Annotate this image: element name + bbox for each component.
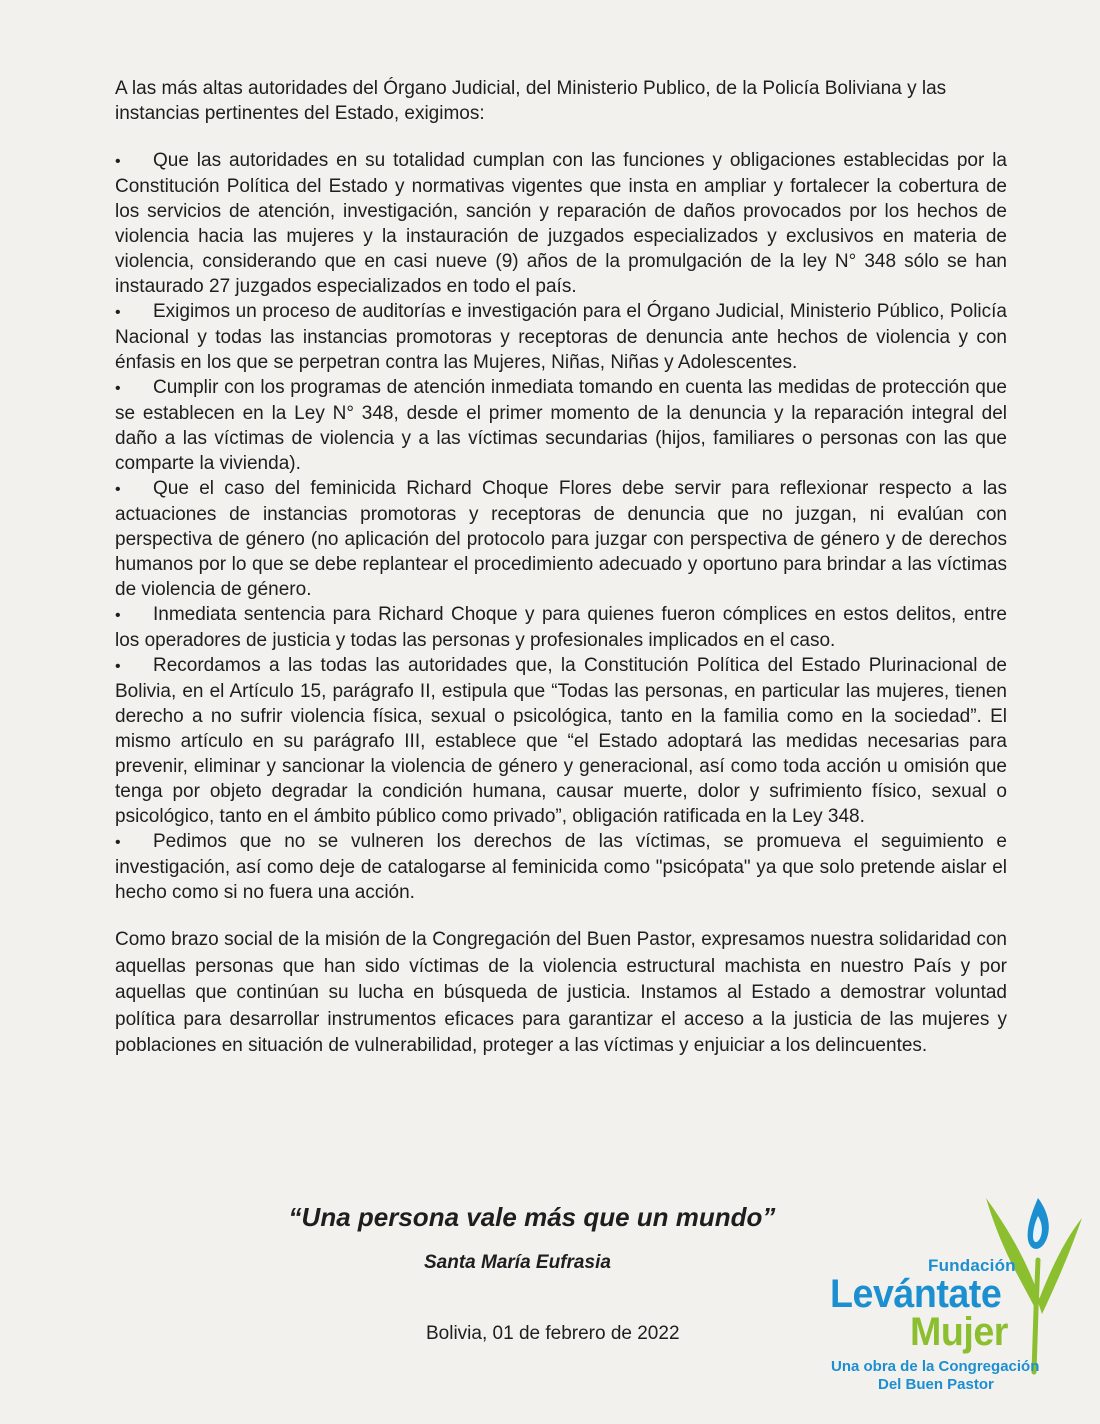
list-item [115, 829, 1007, 905]
bullet-icon: • [115, 304, 121, 321]
list-item [115, 602, 1007, 653]
bullet-icon: • [115, 380, 121, 397]
list-item-text: Exigimos un proceso de auditorías e investigación para el Órgano Judicial, Ministerio Público, Policía Nacional y todas las instancias promotoras y receptoras de denuncia ante hechos de violencia y con énfasis en los que se perpetran contra las Mujeres, Niñas, Niñas y Adolescentes. [115, 301, 1007, 373]
fundacion-logo [826, 1190, 1088, 1400]
list-item [115, 653, 1007, 829]
bullet-icon: • [115, 153, 121, 170]
logo-tagline-line2: Del Buen Pastor [878, 1376, 994, 1393]
list-item [115, 375, 1007, 476]
bullet-icon: • [115, 481, 121, 498]
quote-text: “Una persona vale más que un mundo” [288, 1202, 776, 1232]
logo-fundacion-text: Fundación [928, 1256, 1016, 1275]
list-item-text: Cumplir con los programas de atención inmediata tomando en cuenta las medidas de protección que se establecen en la Ley N° 348, desde el primer momento de la denuncia y la reparación integral del daño a las víctimas de violencia y a las víctimas secundarias (hijos, familiares o personas con las que comparte la vivienda). [115, 377, 1007, 474]
intro-paragraph: A las más altas autoridades del Órgano Judicial, del Ministerio Publico, de la Policía Boliviana y las instancias pertinentes del Estado, exigimos: [115, 78, 947, 124]
closing-paragraph: Como brazo social de la misión de la Congregación del Buen Pastor, expresamos nuestra solidaridad con aquellas personas que han sido víctimas de la violencia estructural machista en nuestro País y por aquellas que continúan su lucha en búsqueda de justicia. Instamos al Estado a demostrar voluntad política para desarrollar instrumentos eficaces para garantizar el acceso a la justicia de las mujeres y poblaciones en situación de vulnerabilidad, proteger a las víctimas y enjuiciar a los delincuentes. [115, 929, 1007, 1056]
place-date: Bolivia, 01 de febrero de 2022 [426, 1323, 680, 1344]
bullet-icon: • [115, 834, 121, 851]
list-item [115, 299, 1007, 375]
logo-mujer-text: Mujer [910, 1310, 1008, 1354]
quote-author: Santa María Eufrasia [424, 1252, 611, 1273]
list-item-text: Recordamos a las todas las autoridades que, la Constitución Política del Estado Plurinacional de Bolivia, en el Artículo 15, parágrafo II, estipula que “Todas las personas, en particular las mujeres, tienen derecho a no sufrir violencia física, sexual o psicológica, tanto en la familia como en la sociedad”. El mismo artículo en su parágrafo III, establece que “el Estado adoptará las medidas necesarias para prevenir, eliminar y sancionar la violencia de género y generacional, así como toda acción u omisión que tenga por objeto degradar la condición humana, causar muerte, dolor y sufrimiento físico, sexual o psicológico, tanto en el ámbito público como privado”, obligación ratificada en la Ley 348. [115, 655, 1007, 827]
bullet-icon: • [115, 607, 121, 624]
list-item [115, 148, 1007, 299]
demands-list [115, 148, 1007, 905]
bullet-icon: • [115, 658, 121, 675]
logo-tagline-line1: Una obra de la Congregación [831, 1358, 1040, 1375]
document-body [115, 76, 1007, 1060]
list-item-text: Inmediata sentencia para Richard Choque y para quienes fueron cómplices en estos delitos, entre los operadores de justicia y todas las personas y profesionales implicados en el caso. [115, 604, 1007, 651]
list-item-text: Que las autoridades en su totalidad cumplan con las funciones y obligaciones establecidas por la Constitución Política del Estado y normativas vigentes que insta en ampliar y fortalecer la cobertura de los servicios de atención, investigación, sanción y reparación de daños provocados por los hechos de violencia hacia las mujeres y la instauración de juzgados especializados y exclusivos en materia de violencia, considerando que en casi nueve (9) años de la promulgación de la ley N° 348 sólo se han instaurado 27 juzgados especializados en todo el país. [115, 150, 1007, 297]
list-item [115, 476, 1007, 602]
list-item-text: Que el caso del feminicida Richard Choque Flores debe servir para reflexionar respecto a las actuaciones de instancias promotoras y receptoras de denuncia que no juzgan, ni evalúan con perspectiva de género (no aplicación del protocolo para juzgar con perspectiva de género y de derechos humanos por lo que se debe replantear el procedimiento adecuado y oportuno para brindar a las víctimas de violencia de género. [115, 478, 1007, 600]
list-item-text: Pedimos que no se vulneren los derechos de las víctimas, se promueva el seguimiento e investigación, así como deje de catalogarse al feminicida como "psicópata" ya que solo pretende aislar el hecho como si no fuera una acción. [115, 831, 1007, 903]
logo-levantate-text: Levántate [830, 1272, 1002, 1316]
